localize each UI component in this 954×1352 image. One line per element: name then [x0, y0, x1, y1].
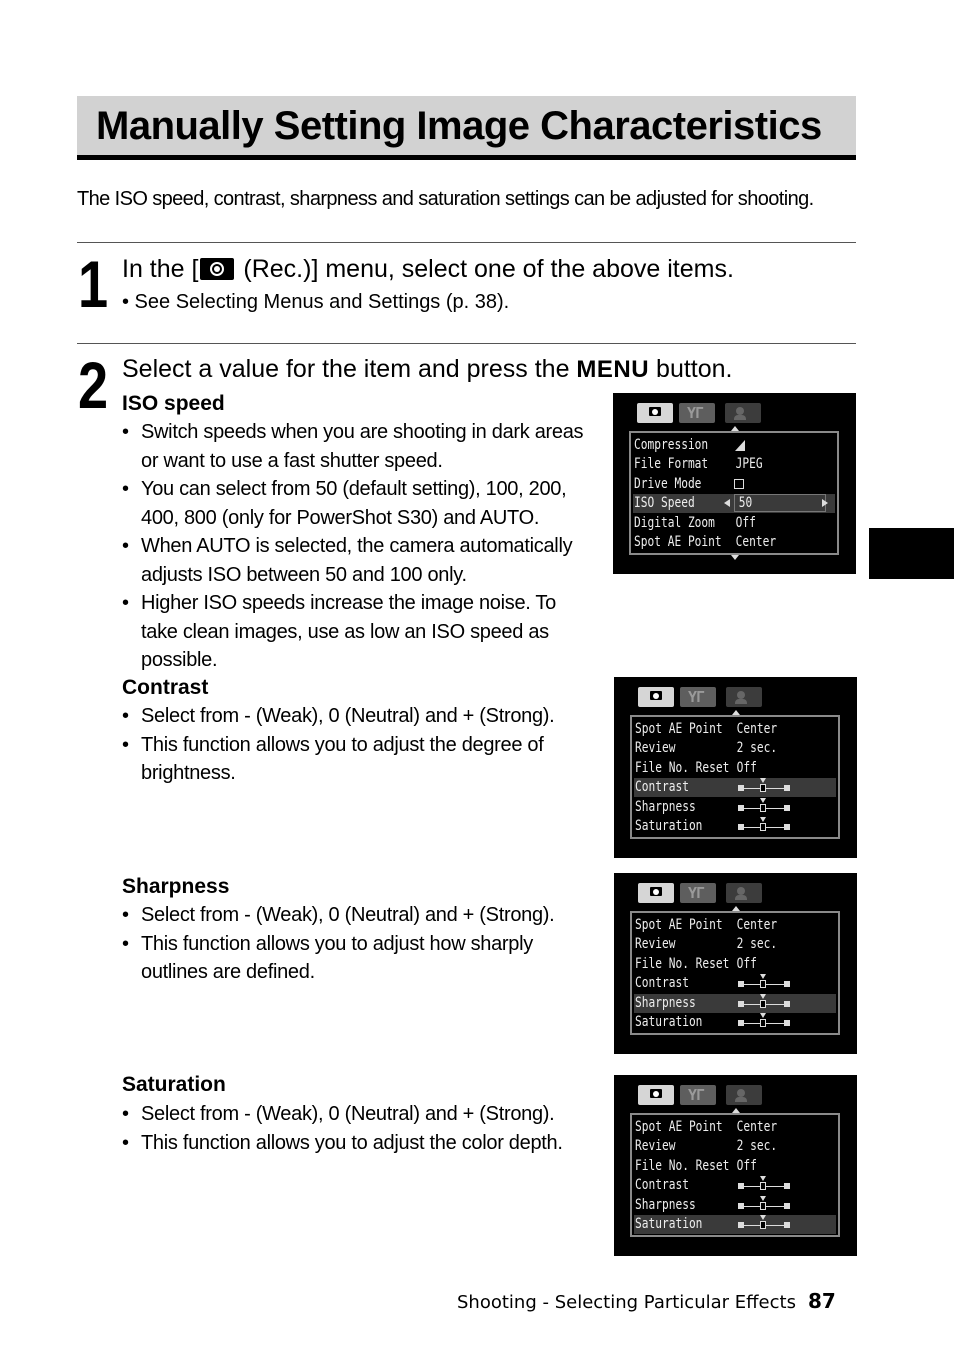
single-shot-icon — [734, 479, 744, 489]
step-2-heading-post: button. — [649, 355, 733, 383]
menu-list — [630, 911, 840, 1035]
camera-icon — [650, 691, 662, 700]
row-label: Spot AE Point — [635, 721, 723, 737]
saturation-slider — [738, 1013, 790, 1032]
row-label: File Format — [634, 456, 709, 472]
sharpness-bullets — [122, 901, 597, 987]
row-label: Compression — [634, 437, 709, 453]
menu-button-label: MENU — [576, 356, 650, 383]
row-label: Saturation — [635, 1216, 703, 1232]
rec-menu-tab — [638, 1085, 674, 1105]
menu-row — [635, 759, 795, 778]
row-value: 2 sec. — [736, 936, 778, 952]
row-label: Contrast — [635, 975, 689, 991]
row-label: Saturation — [635, 1014, 703, 1030]
setup-menu-tab — [680, 687, 716, 707]
my-camera-menu-tab — [726, 687, 762, 707]
contrast-slider — [738, 1176, 790, 1195]
row-label: Sharpness — [635, 995, 696, 1011]
row-value: Off — [735, 515, 756, 531]
row-value: 2 sec. — [736, 740, 778, 756]
list-item: • This function allows you to adjust how sharply outlines are defined. — [122, 930, 597, 987]
menu-list — [630, 1113, 840, 1237]
contrast-heading: Contrast — [122, 676, 209, 699]
row-value: JPEG — [735, 456, 763, 472]
step-1-note: • See Selecting Menus and Settings (p. 38). — [122, 291, 510, 313]
contrast-slider — [738, 778, 790, 797]
iso-speed-bullets — [122, 418, 597, 675]
row-label: Review — [635, 936, 676, 952]
menu-row — [635, 935, 795, 954]
divider — [77, 343, 856, 344]
row-value: Off — [736, 1158, 757, 1174]
row-label: File No. Reset — [635, 1158, 730, 1174]
arrow-right-icon — [822, 499, 828, 507]
list-item: • This function allows you to adjust the color depth. — [122, 1129, 597, 1158]
sharpness-heading: Sharpness — [122, 875, 230, 898]
scroll-down-icon — [731, 555, 739, 560]
row-label: File No. Reset — [635, 760, 730, 776]
arrow-left-icon — [724, 499, 730, 507]
tools-icon: ΥΓ — [687, 404, 704, 422]
row-label: Spot AE Point — [634, 534, 722, 550]
menu-row — [635, 1137, 795, 1156]
chapter-tab — [869, 528, 954, 579]
camera-rec-icon — [200, 258, 234, 280]
title-bar — [77, 96, 856, 160]
sharpness-slider — [738, 1196, 790, 1215]
page-title: Manually Setting Image Characteristics — [96, 104, 822, 148]
user-icon — [737, 1089, 745, 1097]
tools-icon: ΥΓ — [688, 1086, 705, 1104]
intro-text: The ISO speed, contrast, sharpness and saturation settings can be adjusted for shooting. — [77, 188, 814, 210]
setup-menu-tab — [679, 403, 715, 423]
user-icon — [737, 887, 745, 895]
row-value: Center — [735, 534, 777, 550]
menu-tabs — [631, 403, 771, 423]
user-icon — [737, 691, 745, 699]
step-1-heading — [122, 254, 734, 284]
menu-row — [634, 514, 794, 533]
camera-screen-contrast — [614, 677, 857, 858]
menu-list — [629, 431, 839, 555]
rec-menu-tab — [638, 883, 674, 903]
list-item: • When AUTO is selected, the camera automatically adjusts ISO between 50 and 100 only. — [122, 532, 597, 589]
row-label: Saturation — [635, 818, 703, 834]
step-2-heading — [122, 354, 733, 385]
saturation-heading: Saturation — [122, 1073, 226, 1096]
list-item: • You can select from 50 (default setting), 100, 200, 400, 800 (only for PowerShot S30) and AUTO. — [122, 475, 597, 532]
camera-icon — [649, 407, 661, 416]
my-camera-menu-tab — [725, 403, 761, 423]
menu-row — [635, 739, 795, 758]
menu-row — [635, 916, 795, 935]
menu-row — [634, 533, 794, 552]
list-item: • Higher ISO speeds increase the image noise. To take clean images, use as low an ISO speed as possible. — [122, 589, 597, 675]
camera-icon — [650, 887, 662, 896]
row-value: 2 sec. — [736, 1138, 778, 1154]
step-2-heading-pre: Select a value for the item and press the — [122, 355, 577, 383]
tools-icon: ΥΓ — [688, 884, 705, 902]
my-camera-menu-tab — [726, 883, 762, 903]
list-item: • This function allows you to adjust the degree of brightness. — [122, 731, 597, 788]
row-label: Drive Mode — [634, 476, 702, 492]
row-label: ISO Speed — [634, 495, 695, 511]
menu-row — [635, 1157, 795, 1176]
footer-section: Shooting - Selecting Particular Effects — [457, 1292, 796, 1313]
menu-row — [635, 1118, 795, 1137]
iso-speed-heading: ISO speed — [122, 392, 225, 415]
menu-row — [635, 955, 795, 974]
contrast-bullets — [122, 702, 597, 788]
list-item: • Switch speeds when you are shooting in dark areas or want to use a fast shutter speed. — [122, 418, 597, 475]
menu-row — [634, 475, 794, 494]
step-number-2: 2 — [78, 348, 109, 422]
row-label: Spot AE Point — [635, 1119, 723, 1135]
rec-menu-tab — [638, 687, 674, 707]
page-number: 87 — [807, 1289, 836, 1313]
step-number-1: 1 — [78, 247, 109, 321]
camera-screen-iso — [613, 393, 856, 574]
camera-screen-saturation — [614, 1075, 857, 1256]
menu-tabs — [632, 1085, 772, 1105]
saturation-slider — [738, 817, 790, 836]
iso-selector — [631, 494, 837, 513]
row-label: Review — [635, 1138, 676, 1154]
list-item: • Select from - (Weak), 0 (Neutral) and + (Strong). — [122, 702, 597, 731]
row-value: Center — [736, 721, 778, 737]
step-1-heading-post: (Rec.)] menu, select one of the above items. — [236, 255, 734, 283]
tools-icon: ΥΓ — [688, 688, 705, 706]
menu-tabs — [632, 687, 772, 707]
saturation-slider — [738, 1215, 790, 1234]
step-1-heading-pre: In the [ — [122, 255, 199, 283]
sharpness-slider — [738, 994, 790, 1013]
user-icon — [736, 407, 744, 415]
divider — [77, 242, 856, 243]
menu-list — [630, 715, 840, 839]
contrast-slider — [738, 974, 790, 993]
row-label: Contrast — [635, 1177, 689, 1193]
camera-icon — [650, 1089, 662, 1098]
menu-row — [635, 720, 795, 739]
value-box — [734, 494, 826, 512]
row-label: Sharpness — [635, 1197, 696, 1213]
sharpness-slider — [738, 798, 790, 817]
list-item: • Select from - (Weak), 0 (Neutral) and + (Strong). — [122, 901, 597, 930]
list-item: • Select from - (Weak), 0 (Neutral) and + (Strong). — [122, 1100, 597, 1129]
camera-screen-sharpness — [614, 873, 857, 1054]
row-value: Off — [736, 956, 757, 972]
rec-menu-tab — [637, 403, 673, 423]
row-label: Sharpness — [635, 799, 696, 815]
setup-menu-tab — [680, 883, 716, 903]
menu-row — [634, 455, 794, 474]
compression-icon — [735, 440, 745, 451]
row-label: Digital Zoom — [634, 515, 715, 531]
row-label: File No. Reset — [635, 956, 730, 972]
my-camera-menu-tab — [726, 1085, 762, 1105]
menu-row — [634, 436, 794, 455]
saturation-bullets — [122, 1100, 597, 1157]
page-footer — [457, 1289, 836, 1313]
row-value: Center — [736, 1119, 778, 1135]
row-value: Off — [736, 760, 757, 776]
setup-menu-tab — [680, 1085, 716, 1105]
menu-tabs — [632, 883, 772, 903]
row-value: 50 — [738, 495, 753, 511]
row-value: Center — [736, 917, 778, 933]
row-label: Contrast — [635, 779, 689, 795]
row-label: Spot AE Point — [635, 917, 723, 933]
row-label: Review — [635, 740, 676, 756]
